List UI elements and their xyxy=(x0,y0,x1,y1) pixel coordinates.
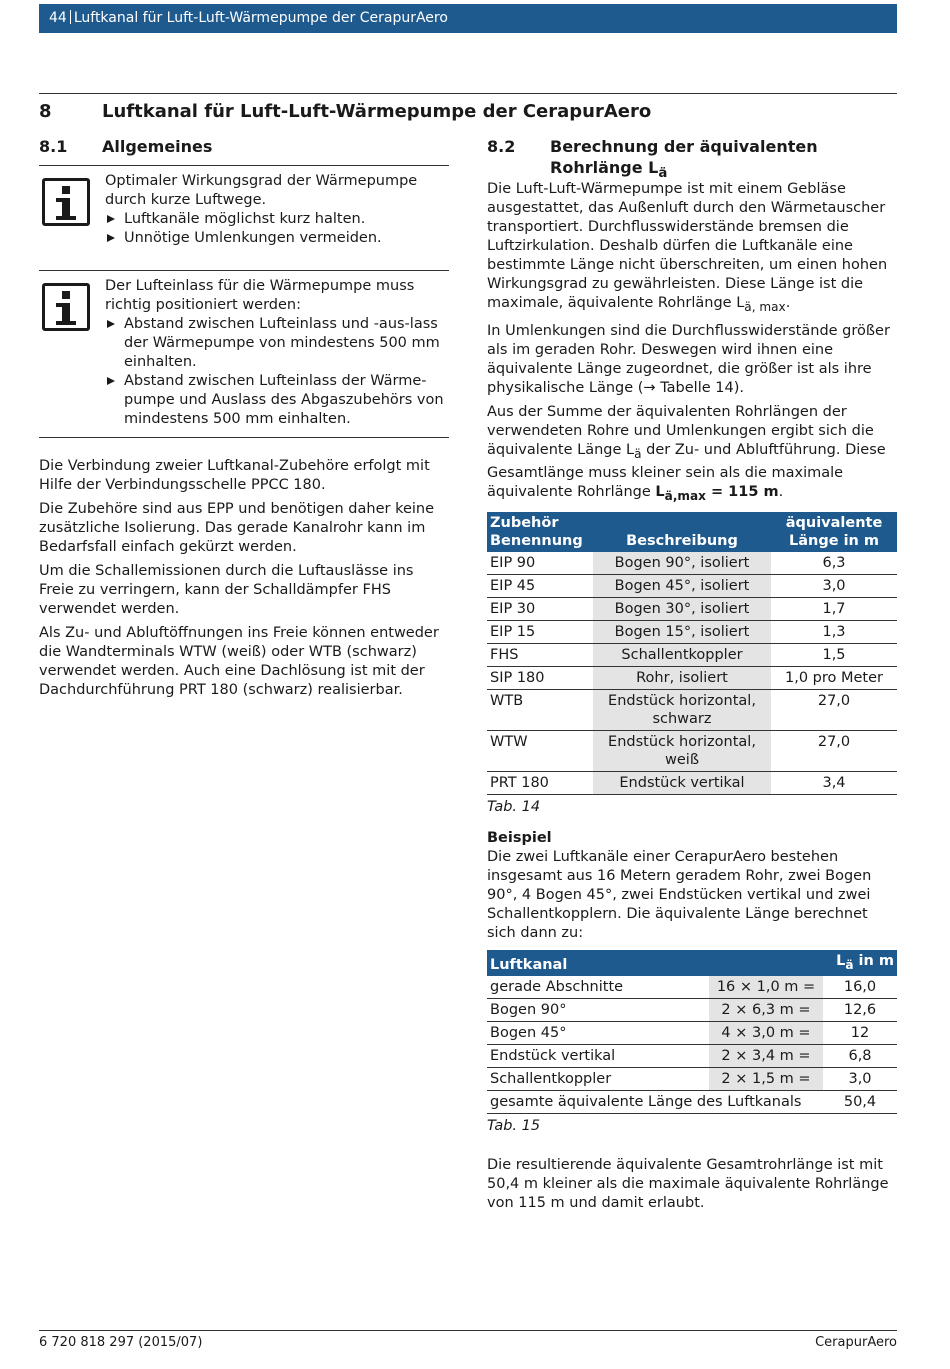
table-cell: EIP 15 xyxy=(487,620,593,643)
table-row xyxy=(487,976,897,999)
table-cell: PRT 180 xyxy=(487,771,593,794)
chapter-rule xyxy=(39,93,897,94)
table-row xyxy=(487,552,897,575)
example-heading: Beispiel xyxy=(487,829,552,846)
left-column xyxy=(39,136,449,700)
table-row xyxy=(487,1067,897,1090)
chapter-title: Luftkanal für Luft-Luft-Wärmepumpe der CerapurAero xyxy=(102,101,652,122)
table-cell: FHS xyxy=(487,643,593,666)
table-15 xyxy=(487,950,897,1114)
table-cell: 1,0 pro Meter xyxy=(771,666,897,689)
table-cell: Endstück horizontal, weiß xyxy=(593,730,771,771)
table-row xyxy=(487,998,897,1021)
table-cell: 6,8 xyxy=(823,1044,897,1067)
table-cell: Bogen 15°, isoliert xyxy=(593,620,771,643)
table-cell: Bogen 90°, isoliert xyxy=(593,552,771,575)
table-cell: 12,6 xyxy=(823,998,897,1021)
section-title: Allgemeines xyxy=(102,137,213,156)
table-cell: 12 xyxy=(823,1021,897,1044)
table-cell: EIP 90 xyxy=(487,552,593,575)
section-heading-8-1 xyxy=(39,136,449,157)
note-text: Der Lufteinlass für die Wärmepumpe muss richtig positioniert werden: xyxy=(105,278,415,313)
paragraph: In Umlenkungen sind die Durchflusswiderstände größer als im geraden Rohr. Deswegen wird ihnen eine äquivalente Länge zugeordnet, die größer ist als ihre physikalische Länge (→ Tabelle 14). xyxy=(487,322,890,396)
note-bullet: Abstand zwischen Lufteinlass und -aus-lass der Wärmepumpe von mindestens 500 mm einhalten. xyxy=(105,315,449,372)
footer-doc-number: 6 720 818 297 (2015/07) xyxy=(39,1335,203,1350)
table-row xyxy=(487,1021,897,1044)
table-cell: WTB xyxy=(487,689,593,730)
table-row xyxy=(487,689,897,730)
table-cell: SIP 180 xyxy=(487,666,593,689)
table-cell: Bogen 45° xyxy=(487,1021,709,1044)
info-icon xyxy=(42,178,90,226)
paragraph: Die Verbindung zweier Luftkanal-Zubehöre erfolgt mit Hilfe der Verbindungsschelle PPCC 180. xyxy=(39,458,430,493)
table-cell: EIP 45 xyxy=(487,574,593,597)
note-text: Optimaler Wirkungsgrad der Wärmepumpe durch kurze Luftwege. xyxy=(105,173,418,208)
table-header: äquivalente Länge in m xyxy=(771,512,897,552)
note-bullet: Unnötige Umlenkungen vermeiden. xyxy=(105,229,449,248)
section-title: Berechnung der äquivalenten Rohrlänge $L_ä$ xyxy=(550,137,818,182)
table-cell: 2 × 1,5 m = xyxy=(709,1067,823,1090)
table-cell: 16,0 xyxy=(823,976,897,999)
table-header: Luftkanal xyxy=(487,950,709,976)
table-cell: EIP 30 xyxy=(487,597,593,620)
table-cell: Bogen 30°, isoliert xyxy=(593,597,771,620)
paragraph: Aus der Summe der äquivalenten Rohrlängen der verwendeten Rohre und Umlenkungen ergibt sich die äquivalente Länge $L_ä$ der Zu- und Abluftführung. Diese Gesamtlänge muss kleiner sein als die maximale äquivalente Rohrlänge $L_{ä,max} = 115$ m. xyxy=(487,403,886,503)
table-cell: 1,3 xyxy=(771,620,897,643)
table-cell: gesamte äquivalente Länge des Luftkanals xyxy=(487,1090,823,1113)
paragraph: Die resultierende äquivalente Gesamtrohrlänge ist mit 50,4 m kleiner als die maximale äquivalente Rohrlänge von 115 m und damit erlaubt. xyxy=(487,1156,889,1211)
table-14 xyxy=(487,512,897,795)
table-cell: Bogen 90° xyxy=(487,998,709,1021)
table-row xyxy=(487,620,897,643)
table-cell: WTW xyxy=(487,730,593,771)
header-divider xyxy=(70,10,71,24)
section-heading-8-2 xyxy=(487,136,897,182)
paragraph: Die zwei Luftkanäle einer CerapurAero bestehen insgesamt aus 16 Metern geradem Rohr, zwei Bogen 90°, 4 Bogen 45°, zwei Endstücken vertikal und zwei Schallentkopplern. Die äquivalente Länge berechnet sich dann zu: xyxy=(487,848,872,941)
table-cell: 4 × 3,0 m = xyxy=(709,1021,823,1044)
table-cell: 1,7 xyxy=(771,597,897,620)
table-cell: 50,4 xyxy=(823,1090,897,1113)
table-cell: 1,5 xyxy=(771,643,897,666)
chapter-number: 8 xyxy=(39,101,52,122)
page-header xyxy=(39,4,897,33)
table-header: Zubehör Benennung xyxy=(487,512,593,552)
table-row xyxy=(487,771,897,794)
paragraph: Die Zubehöre sind aus EPP und benötigen daher keine zusätzliche Isolierung. Das gerade Kanalrohr kann im Bedarfsfall einfach gekürzt werden. xyxy=(39,501,435,555)
page-number: 44 xyxy=(49,10,67,26)
table-row xyxy=(487,1090,897,1113)
paragraph: Als Zu- und Abluftöffnungen ins Freie können entweder die Wandterminals WTW (weiß) oder WTB (schwarz) verwendet werden. Auch eine Dachlösung ist mit der Dachdurchführung PRT 180 (schwarz) realisierbar. xyxy=(39,625,439,698)
table-cell: 27,0 xyxy=(771,730,897,771)
note-bullet: Luftkanäle möglichst kurz halten. xyxy=(105,210,449,229)
table-cell: gerade Abschnitte xyxy=(487,976,709,999)
table-cell: Endstück horizontal, schwarz xyxy=(593,689,771,730)
table-row xyxy=(487,597,897,620)
paragraph: Um die Schallemissionen durch die Luftauslässe ins Freie zu verringern, kann der Schalldämpfer FHS verwendet werden. xyxy=(39,563,414,617)
table-cell: Rohr, isoliert xyxy=(593,666,771,689)
table-cell: Endstück vertikal xyxy=(593,771,771,794)
header-title: Luftkanal für Luft-Luft-Wärmepumpe der CerapurAero xyxy=(73,10,448,26)
table-header xyxy=(709,950,823,976)
table-row xyxy=(487,730,897,771)
table-cell: 2 × 6,3 m = xyxy=(709,998,823,1021)
table-cell: 3,4 xyxy=(771,771,897,794)
footer-rule xyxy=(39,1330,897,1331)
table-header: $L_ä$ in m xyxy=(823,950,897,976)
table-cell: 6,3 xyxy=(771,552,897,575)
paragraph: Die Luft-Luft-Wärmepumpe ist mit einem Gebläse ausgestattet, das Außenluft durch den Wärmetauscher transportiert. Durchflusswiderstände bremsen die Luftzirkulation. Deshalb dürfen die Luftkanäle eine bestimmte Länge nicht überschreiten, um einen hohen Wirkungsgrad zu gewährleisten. Diese Länge ist die maximale, äquivalente Rohrlänge $L_{ä, max}$. xyxy=(487,181,888,314)
right-column xyxy=(487,136,897,1213)
info-note-2 xyxy=(39,270,449,438)
table-caption: Tab. 15 xyxy=(487,1117,541,1134)
note-bullet: Abstand zwischen Lufteinlass der Wärme-pumpe und Auslass des Abgaszubehörs von mindestens 500 mm einhalten. xyxy=(105,372,449,429)
table-cell: Schallentkoppler xyxy=(487,1067,709,1090)
info-note-1 xyxy=(39,165,449,256)
table-cell: 3,0 xyxy=(823,1067,897,1090)
table-cell: 2 × 3,4 m = xyxy=(709,1044,823,1067)
section-number: 8.1 xyxy=(39,137,68,156)
table-row xyxy=(487,643,897,666)
table-cell: Bogen 45°, isoliert xyxy=(593,574,771,597)
footer-brand: CerapurAero xyxy=(815,1335,897,1350)
table-row xyxy=(487,666,897,689)
table-row xyxy=(487,1044,897,1067)
table-row xyxy=(487,574,897,597)
table-header: Beschreibung xyxy=(593,512,771,552)
table-cell: Schallentkoppler xyxy=(593,643,771,666)
table-cell: Endstück vertikal xyxy=(487,1044,709,1067)
table-caption: Tab. 14 xyxy=(487,798,541,815)
section-number: 8.2 xyxy=(487,137,516,156)
table-cell: 3,0 xyxy=(771,574,897,597)
info-icon xyxy=(42,283,90,331)
table-cell: 27,0 xyxy=(771,689,897,730)
table-cell: 16 × 1,0 m = xyxy=(709,976,823,999)
